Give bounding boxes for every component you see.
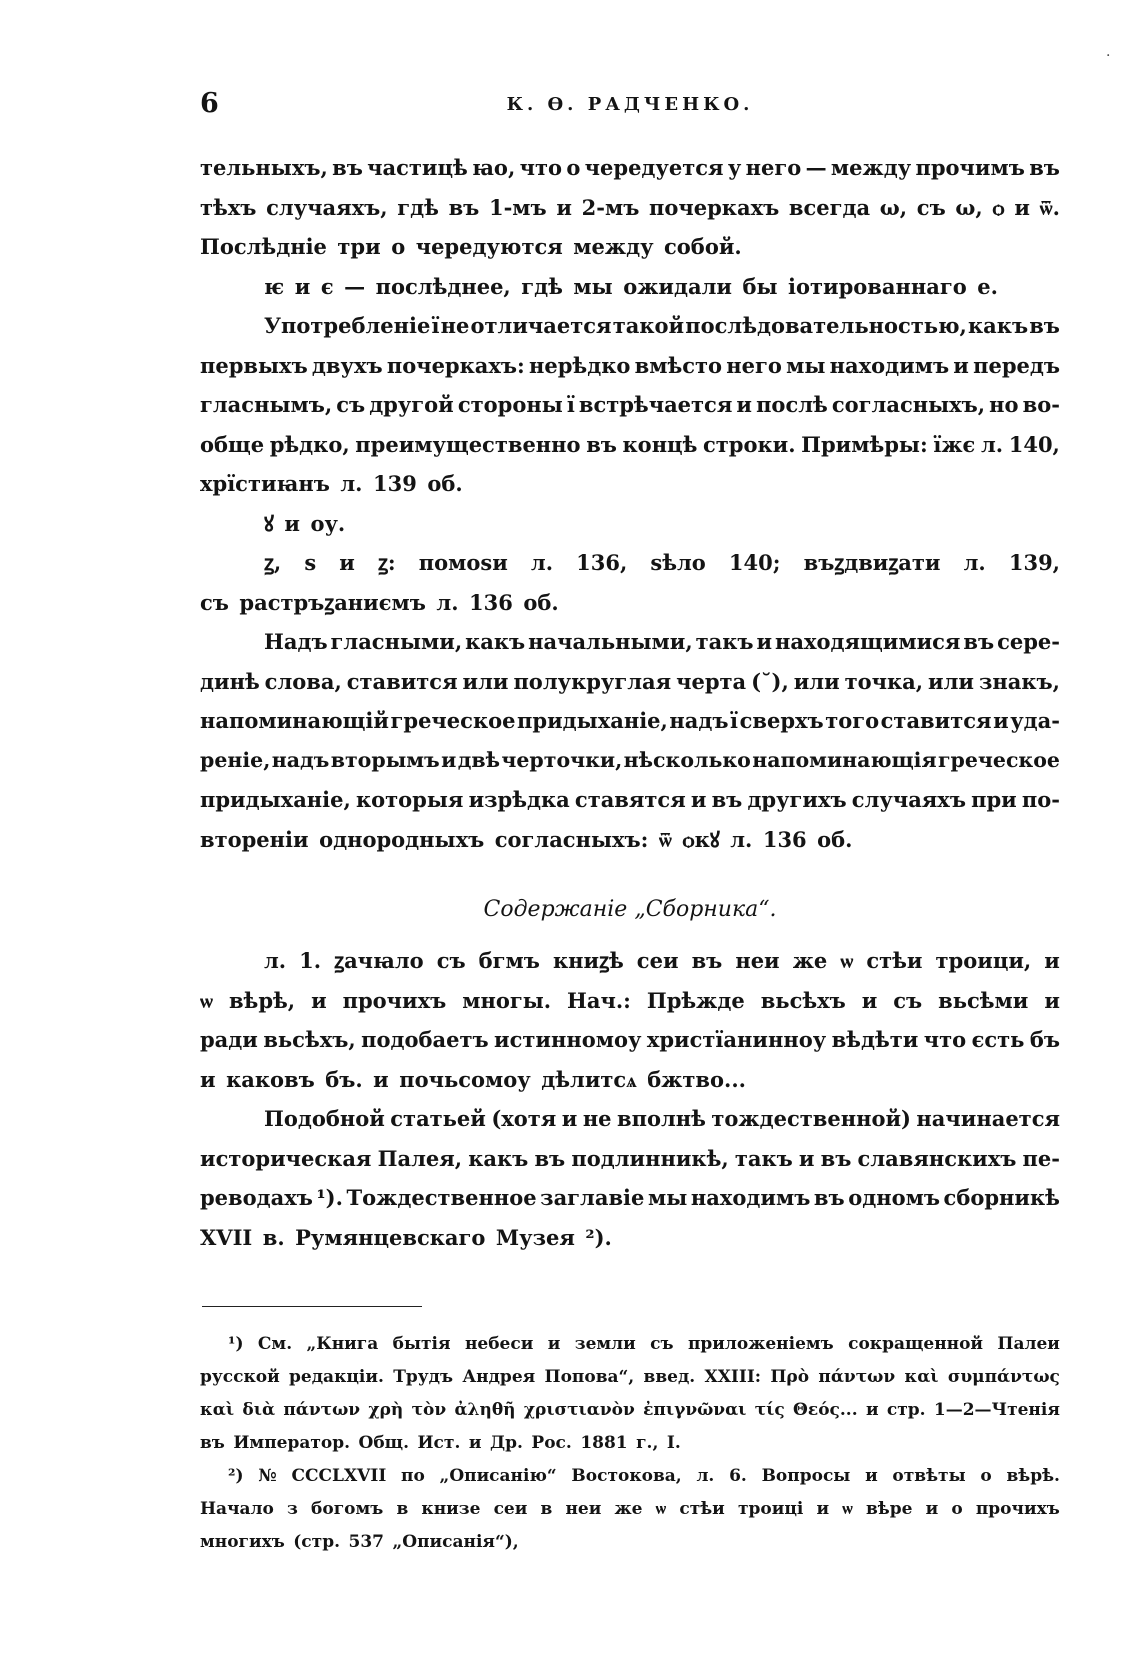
content-line: Подобной статьей (хотя и не вполнѣ тождественной) начинается xyxy=(264,1106,1060,1131)
text-line: ꙋ и оу. xyxy=(264,510,346,536)
footnote-lines xyxy=(200,1328,1060,1559)
text-line: ѥ и є — послѣднее, гдѣ мы ожидали бы іотированнаго е. xyxy=(264,273,998,299)
content-lines xyxy=(200,941,1060,1257)
text-line: напоминающій греческое придыханіе, надъ ї сверхъ того ставится и уда- xyxy=(200,708,1060,733)
content-line: XVII в. Румянцевскаго Музея ²). xyxy=(200,1224,612,1250)
footnote-line: Начало з богомъ в книзе сеи в неи же ѡ стѣи троиці и ѡ вѣре и о прочихъ xyxy=(200,1499,1060,1519)
text-line: придыханіе, которыя изрѣдка ставятся и въ другихъ случаяхъ при по- xyxy=(200,787,1060,812)
running-head: К. Ѳ. РАДЧЕНКО. xyxy=(506,94,754,115)
footnote-line: ²) № CCCLXVII по „Описанію“ Востокова, л. 6. Вопросы и отвѣты о вѣрѣ. xyxy=(228,1466,1060,1486)
text-line: гласнымъ, съ другой стороны ї встрѣчается и послѣ согласныхъ, но во- xyxy=(200,392,1060,417)
text-line: втореніи однородныхъ согласныхъ: ѿ ѻкꙋ л. 136 об. xyxy=(200,826,853,852)
footnote-line: многихъ (стр. 537 „Описанія“), xyxy=(200,1532,519,1552)
margin-mark: · xyxy=(1106,48,1111,64)
text-line: съ растръꙁаниємъ л. 136 об. xyxy=(200,589,559,615)
text-line: Надъ гласными, какъ начальными, такъ и находящимися въ сере- xyxy=(264,629,1060,654)
text-line: ꙁ, ѕ и ꙁ: помоѕи л. 136, ѕѣло 140; въꙁдвиꙁати л. 139, xyxy=(264,550,1060,575)
footnote-line: καὶ διὰ πάντων χρὴ τὸν ἀληθῆ χριστιανὸν ἐπιγνῶναι τίς Θεός... и стр. 1—2—Чтенія xyxy=(200,1400,1060,1420)
text-line: Послѣдніе три о чередуются между собой. xyxy=(200,234,742,259)
text-line: Употребленіе ї не отличается такой послѣдовательностью, какъ въ xyxy=(264,313,1060,338)
content-line: реводахъ ¹). Тождественное заглавіе мы находимъ въ одномъ сборникѣ xyxy=(200,1185,1060,1210)
footnote-line: русской редакціи. Трудъ Андрея Попова“, введ. XXIII: Πρὸ πάντων καὶ συμπάντως xyxy=(200,1367,1060,1387)
text-line: тельныхъ, въ частицѣ ꙗо, что о чередуется у него — между прочимъ въ xyxy=(200,155,1060,180)
page-header xyxy=(200,88,1060,128)
content-line: л. 1. ꙁачꙗло съ бгмъ книꙁѣ сеи въ неи же ѡ стѣи троици, и xyxy=(264,948,1060,973)
footnote-rule xyxy=(202,1306,422,1307)
content-line: историческая Палея, какъ въ подлинникѣ, такъ и въ славянскихъ пе- xyxy=(200,1145,1060,1171)
body-lines xyxy=(200,148,1060,859)
section-title: Содержаніе „Сборника“. xyxy=(483,897,777,922)
footnotes xyxy=(200,1328,1060,1559)
text-line: реніе, надъ вторымъ и двѣ черточки, нѣсколько напоминающія греческое xyxy=(200,747,1060,772)
main-text xyxy=(200,148,1060,1257)
text-line: хрїстиꙗнъ л. 139 об. xyxy=(200,471,463,496)
text-line: динѣ слова, ставится или полукруглая черта (˘), или точка, или знакъ, xyxy=(200,668,1060,694)
content-line: ѡ вѣрѣ, и прочихъ многы. Нач.: Прѣжде вьсѣхъ и съ вьсѣми и xyxy=(200,987,1060,1013)
content-line: ради вьсѣхъ, подобаетъ истинномоу христїанинноу вѣдѣти что єсть бъ xyxy=(200,1027,1060,1052)
text-line: обще рѣдко, преимущественно въ концѣ строки. Примѣры: їжє л. 140, xyxy=(200,431,1060,457)
page-number: 6 xyxy=(200,88,219,119)
footnote-line: въ Император. Общ. Ист. и Др. Рос. 1881 г., I. xyxy=(200,1433,681,1453)
footnote-line: ¹) См. „Книга бытія небеси и земли съ приложеніемъ сокращенной Палеи xyxy=(228,1334,1060,1354)
content-line: и каковъ бъ. и почьсомоу дѣлитсѧ бжтво... xyxy=(200,1066,746,1092)
text-line: тѣхъ случаяхъ, гдѣ въ 1-мъ и 2-мъ почеркахъ всегда ω, съ ω, ѻ и ѿ. xyxy=(200,194,1060,220)
text-line: первыхъ двухъ почеркахъ: нерѣдко вмѣсто него мы находимъ и передъ xyxy=(200,352,1060,378)
